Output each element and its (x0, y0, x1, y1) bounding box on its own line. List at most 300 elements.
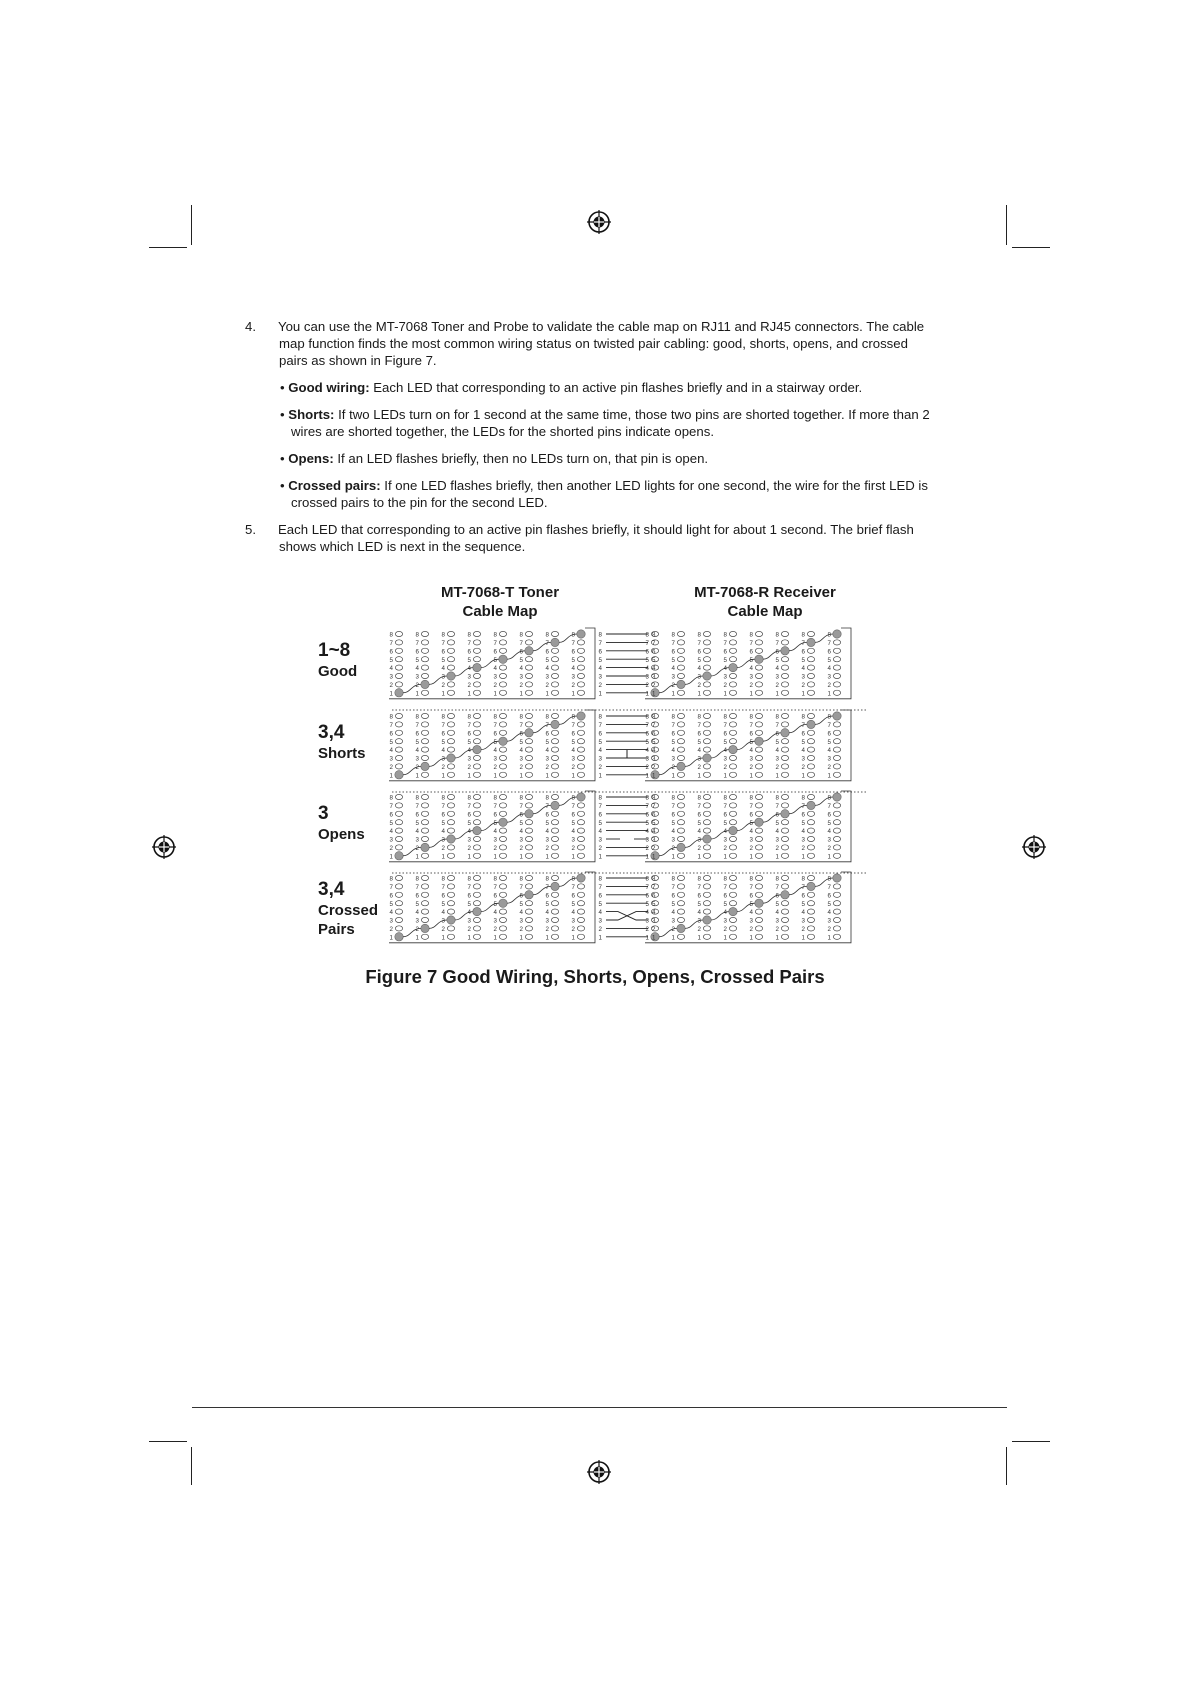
toner-grid-pin-label: 7 (415, 803, 419, 810)
toner-grid-pin-label: 2 (571, 926, 575, 933)
receiver-grid-pin-label: 3 (775, 836, 779, 844)
toner-grid-pin-label: 1 (441, 772, 445, 780)
toner-grid-led (421, 747, 428, 752)
receiver-grid-pin-label: 3 (827, 673, 831, 681)
row-label-text-2: Pairs (318, 921, 355, 938)
toner-grid-pin-label: 7 (467, 884, 471, 891)
receiver-grid-pin-label: 4 (801, 665, 805, 673)
receiver-grid-pin-label: 6 (671, 811, 675, 819)
toner-grid-led (473, 820, 480, 825)
receiver-grid-pin-label: 2 (827, 926, 831, 933)
toner-grid-led (577, 820, 584, 825)
receiver-grid-led (729, 934, 736, 939)
toner-grid-led (447, 828, 454, 833)
toner-grid-led (473, 875, 480, 880)
toner-grid-pin-label: 1 (571, 690, 575, 698)
toner-grid-lit-led (473, 907, 481, 915)
toner-grid-led (499, 648, 506, 653)
toner-grid-led (473, 811, 480, 816)
receiver-grid-pin-label: 4 (671, 665, 675, 673)
toner-grid-pin-label: 1 (441, 934, 445, 942)
toner-grid-led (577, 917, 584, 922)
toner-grid-pin-label: 8 (415, 631, 419, 639)
receiver-grid-pin-label: 2 (697, 845, 701, 852)
receiver-grid-pin-label: 5 (697, 738, 701, 746)
toner-grid-led (525, 934, 532, 939)
toner-grid-pin-label: 8 (467, 713, 471, 721)
receiver-grid-lit-led (807, 638, 815, 646)
receiver-grid-pin-label: 8 (775, 713, 779, 721)
toner-grid-pin-label: 1 (389, 853, 393, 861)
receiver-grid-led (755, 730, 762, 735)
toner-grid-pin-label: 6 (389, 811, 393, 819)
toner-grid-led (395, 892, 402, 897)
receiver-grid-pin-label: 8 (645, 631, 649, 639)
receiver-grid-led (729, 722, 736, 727)
receiver-grid-lit-led (781, 810, 789, 818)
wire-pin-label-left: 3 (598, 755, 602, 763)
toner-grid-led (421, 713, 428, 718)
toner-grid-lit-led (577, 712, 585, 720)
receiver-grid-pin-label: 2 (775, 845, 779, 852)
receiver-grid-pin-label: 7 (697, 640, 701, 647)
toner-grid-led (525, 772, 532, 777)
toner-header-line2: Cable Map (462, 603, 538, 620)
receiver-grid-led (833, 755, 840, 760)
toner-grid-pin-label: 8 (571, 794, 575, 802)
receiver-grid-pin-label: 3 (775, 755, 779, 763)
toner-grid-pin-label: 5 (389, 819, 393, 827)
toner-grid-led (551, 673, 558, 678)
toner-grid-led (525, 875, 532, 880)
toner-grid-pin-label: 2 (441, 845, 445, 852)
receiver-grid-led (781, 909, 788, 914)
toner-grid-pin-label: 1 (467, 690, 471, 698)
toner-grid-pin-label: 6 (545, 811, 549, 819)
wire-pin-label-right: 4 (652, 747, 656, 755)
receiver-grid-pin-label: 8 (645, 713, 649, 721)
receiver-grid-led (755, 713, 762, 718)
receiver-grid-pin-label: 3 (671, 917, 675, 925)
toner-grid-led (551, 682, 558, 687)
receiver-grid-pin-label: 7 (645, 803, 649, 810)
toner-grid-pin-label: 2 (467, 682, 471, 689)
wire-pin-label-left: 3 (598, 673, 602, 681)
toner-grid-pin-label: 8 (389, 631, 393, 639)
receiver-grid-led (781, 682, 788, 687)
toner-grid-led (395, 665, 402, 670)
toner-grid-led (421, 811, 428, 816)
receiver-grid-led (807, 764, 814, 769)
receiver-grid-led (833, 665, 840, 670)
toner-grid-pin-label: 7 (519, 884, 523, 891)
row-label-text: Good (318, 663, 358, 680)
toner-grid-pin-label: 6 (571, 730, 575, 738)
toner-grid-led (421, 640, 428, 645)
receiver-grid-pin-label: 1 (697, 690, 701, 698)
receiver-grid-pin-label: 3 (775, 673, 779, 681)
receiver-grid-led (703, 811, 710, 816)
toner-grid-led (525, 820, 532, 825)
toner-grid-lit-led (525, 891, 533, 899)
toner-grid-lit-led (421, 680, 429, 688)
toner-grid-pin-label: 3 (493, 836, 497, 844)
toner-grid-lit-led (447, 754, 455, 762)
toner-grid-led (499, 631, 506, 636)
receiver-grid-pin-label: 8 (671, 713, 675, 721)
receiver-grid-pin-label: 5 (723, 738, 727, 746)
receiver-grid-pin-label: 7 (801, 803, 805, 810)
receiver-grid-pin-label: 3 (723, 917, 727, 925)
receiver-grid-pin-label: 4 (697, 828, 701, 836)
receiver-grid-pin-label: 8 (723, 713, 727, 721)
toner-grid-led (499, 755, 506, 760)
toner-grid-pin-label: 6 (415, 648, 419, 656)
toner-grid-pin-label: 5 (545, 900, 549, 908)
receiver-grid-led (781, 739, 788, 744)
receiver-grid-led (729, 713, 736, 718)
receiver-grid-led (833, 917, 840, 922)
wire-pin-label-right: 7 (652, 640, 656, 647)
receiver-grid-led (729, 690, 736, 695)
toner-grid-led (525, 747, 532, 752)
receiver-grid-led (781, 803, 788, 808)
toner-grid-pin-label: 2 (389, 682, 393, 689)
toner-grid-pin-label: 8 (545, 794, 549, 802)
receiver-grid-pin-label: 7 (697, 803, 701, 810)
receiver-grid-pin-label: 7 (827, 640, 831, 647)
toner-grid-pin-label: 1 (493, 853, 497, 861)
toner-grid-lit-led (525, 729, 533, 737)
receiver-grid-led (703, 631, 710, 636)
toner-grid-led (421, 794, 428, 799)
toner-grid-led (473, 631, 480, 636)
receiver-grid-led (703, 665, 710, 670)
receiver-grid-pin-label: 4 (827, 828, 831, 836)
toner-grid-led (473, 926, 480, 931)
toner-grid-pin-label: 6 (441, 730, 445, 738)
wire-pin-label-right: 4 (652, 909, 656, 917)
receiver-grid-pin-label: 4 (723, 909, 727, 917)
toner-grid-led (499, 853, 506, 858)
toner-grid-led (447, 722, 454, 727)
receiver-grid-led (755, 892, 762, 897)
receiver-grid-led (781, 836, 788, 841)
toner-grid-led (577, 909, 584, 914)
receiver-grid-pin-label: 5 (723, 900, 727, 908)
toner-grid-pin-label: 2 (467, 926, 471, 933)
toner-grid-pin-label: 4 (467, 665, 471, 673)
receiver-header-line1: MT-7068-R Receiver (694, 584, 836, 601)
toner-grid-pin-label: 8 (545, 875, 549, 883)
wire-pin-label-left: 5 (598, 738, 602, 746)
toner-grid-pin-label: 8 (519, 713, 523, 721)
toner-grid-pin-label: 2 (519, 764, 523, 771)
receiver-grid-led (755, 875, 762, 880)
receiver-grid-pin-label: 5 (801, 900, 805, 908)
toner-grid-pin-label: 7 (389, 884, 393, 891)
toner-grid-lit-led (395, 689, 403, 697)
receiver-grid-pin-label: 4 (775, 665, 779, 673)
receiver-grid-led (781, 828, 788, 833)
receiver-grid-lit-led (729, 826, 737, 834)
toner-grid-led (395, 803, 402, 808)
toner-grid-led (447, 739, 454, 744)
receiver-grid-led (677, 853, 684, 858)
receiver-grid-led (755, 755, 762, 760)
toner-grid-led (551, 739, 558, 744)
toner-grid-led (525, 853, 532, 858)
toner-grid-led (447, 884, 454, 889)
receiver-grid-pin-label: 5 (775, 819, 779, 827)
toner-grid-led (395, 926, 402, 931)
receiver-grid-pin-label: 3 (801, 755, 805, 763)
receiver-grid-led (807, 747, 814, 752)
toner-grid-pin-label: 1 (545, 690, 549, 698)
receiver-grid-led (833, 934, 840, 939)
toner-grid-pin-label: 3 (415, 917, 419, 925)
receiver-grid-led (703, 794, 710, 799)
toner-grid-pin-label: 2 (415, 764, 419, 771)
receiver-grid-led (807, 828, 814, 833)
toner-grid-pin-label: 5 (467, 656, 471, 664)
toner-grid-pin-label: 5 (545, 738, 549, 746)
receiver-grid-lit-led (807, 801, 815, 809)
toner-grid-pin-label: 5 (519, 656, 523, 664)
toner-grid-led (499, 730, 506, 735)
toner-grid-led (551, 811, 558, 816)
toner-grid-pin-label: 8 (571, 631, 575, 639)
toner-grid-pin-label: 8 (389, 794, 393, 802)
toner-grid-led (525, 794, 532, 799)
receiver-grid-pin-label: 1 (775, 772, 779, 780)
receiver-grid-lit-led (729, 745, 737, 753)
toner-grid-pin-label: 4 (545, 828, 549, 836)
toner-grid-pin-label: 6 (493, 648, 497, 656)
receiver-grid-pin-label: 1 (775, 934, 779, 942)
receiver-grid-led (729, 772, 736, 777)
toner-grid-led (499, 673, 506, 678)
wire-pin-label-right: 6 (652, 892, 656, 900)
toner-grid-pin-label: 1 (415, 934, 419, 942)
toner-grid-led (395, 794, 402, 799)
toner-grid-pin-label: 3 (571, 836, 575, 844)
receiver-grid-pin-label: 6 (723, 648, 727, 656)
toner-grid-led (577, 648, 584, 653)
receiver-grid-led (833, 811, 840, 816)
toner-grid-pin-label: 1 (415, 853, 419, 861)
receiver-grid-pin-label: 6 (801, 892, 805, 900)
receiver-grid-led (781, 747, 788, 752)
receiver-grid-pin-label: 5 (697, 819, 701, 827)
wire-pin-label-left: 3 (598, 836, 602, 844)
toner-grid-led (421, 820, 428, 825)
wire-pin-label-right: 3 (652, 917, 656, 925)
receiver-grid-pin-label: 2 (827, 682, 831, 689)
receiver-grid-pin-label: 1 (749, 772, 753, 780)
receiver-grid-lit-led (755, 655, 763, 663)
toner-grid-led (577, 836, 584, 841)
receiver-grid-pin-label: 8 (645, 875, 649, 883)
toner-grid-pin-label: 1 (467, 853, 471, 861)
toner-grid-pin-label: 4 (389, 909, 393, 917)
toner-grid-led (499, 934, 506, 939)
toner-grid-led (421, 836, 428, 841)
toner-grid-led (577, 747, 584, 752)
receiver-grid-led (677, 665, 684, 670)
toner-grid-led (525, 682, 532, 687)
toner-grid-pin-label: 6 (389, 648, 393, 656)
toner-grid-frame (389, 628, 595, 699)
receiver-grid-pin-label: 2 (645, 682, 649, 689)
toner-grid-pin-label: 5 (493, 656, 497, 664)
receiver-grid-lit-led (729, 663, 737, 671)
receiver-grid-pin-label: 3 (645, 673, 649, 681)
toner-grid-pin-label: 5 (415, 900, 419, 908)
receiver-grid-pin-label: 5 (671, 656, 675, 664)
receiver-grid-lit-led (729, 907, 737, 915)
toner-grid-lit-led (499, 818, 507, 826)
receiver-grid-led (729, 845, 736, 850)
receiver-grid-led (807, 875, 814, 880)
receiver-grid-pin-label: 7 (723, 803, 727, 810)
toner-grid-pin-label: 2 (571, 764, 575, 771)
toner-grid-pin-label: 7 (415, 884, 419, 891)
toner-grid-led (421, 665, 428, 670)
receiver-grid-pin-label: 7 (749, 722, 753, 729)
toner-grid-led (551, 665, 558, 670)
toner-grid-pin-label: 7 (493, 884, 497, 891)
receiver-grid-led (729, 875, 736, 880)
receiver-grid-pin-label: 3 (697, 836, 701, 844)
receiver-grid-led (729, 794, 736, 799)
toner-grid-led (395, 722, 402, 727)
receiver-grid-pin-label: 3 (827, 836, 831, 844)
receiver-grid-pin-label: 5 (749, 656, 753, 664)
toner-grid-pin-label: 5 (545, 819, 549, 827)
toner-grid-pin-label: 3 (389, 673, 393, 681)
receiver-grid-pin-label: 1 (827, 934, 831, 942)
receiver-grid-pin-label: 1 (645, 934, 649, 942)
toner-grid-pin-label: 2 (467, 845, 471, 852)
toner-grid-led (421, 772, 428, 777)
wire-pin-label-right: 2 (652, 764, 656, 771)
receiver-grid-pin-label: 5 (801, 656, 805, 664)
toner-grid-led (525, 713, 532, 718)
receiver-grid-pin-label: 1 (645, 690, 649, 698)
toner-grid-pin-label: 6 (493, 730, 497, 738)
toner-grid-lit-led (499, 655, 507, 663)
toner-grid-pin-label: 4 (571, 909, 575, 917)
receiver-grid-led (677, 828, 684, 833)
toner-grid-pin-label: 4 (441, 747, 445, 755)
toner-grid-led (551, 926, 558, 931)
toner-grid-pin-label: 6 (415, 811, 419, 819)
toner-grid-led (447, 648, 454, 653)
toner-grid-pin-label: 7 (493, 722, 497, 729)
toner-grid-pin-label: 5 (389, 900, 393, 908)
toner-grid-led (551, 820, 558, 825)
toner-grid-led (525, 722, 532, 727)
toner-grid-pin-label: 2 (467, 764, 471, 771)
receiver-grid-pin-label: 6 (697, 648, 701, 656)
wire-pin-label-left: 1 (598, 690, 602, 698)
toner-grid-led (551, 794, 558, 799)
receiver-grid-led (807, 713, 814, 718)
toner-grid-pin-label: 6 (467, 648, 471, 656)
toner-grid-led (577, 722, 584, 727)
receiver-grid-led (781, 631, 788, 636)
toner-grid-lit-led (421, 762, 429, 770)
receiver-grid-led (703, 682, 710, 687)
wire-pin-label-right: 1 (652, 934, 656, 942)
wire-pin-label-right: 5 (652, 900, 656, 908)
receiver-grid-led (755, 828, 762, 833)
receiver-grid-led (781, 820, 788, 825)
toner-grid-led (447, 934, 454, 939)
receiver-grid-pin-label: 3 (645, 917, 649, 925)
receiver-grid-led (833, 853, 840, 858)
toner-grid-frame (389, 791, 595, 862)
toner-grid-led (395, 682, 402, 687)
toner-grid-pin-label: 7 (545, 722, 549, 729)
toner-grid-pin-label: 3 (389, 917, 393, 925)
toner-grid-pin-label: 4 (545, 747, 549, 755)
wire-pin-label-left: 5 (598, 656, 602, 664)
toner-grid-lit-led (551, 638, 559, 646)
receiver-grid-pin-label: 4 (827, 909, 831, 917)
toner-grid-led (395, 648, 402, 653)
toner-grid-pin-label: 8 (519, 631, 523, 639)
receiver-grid-led (833, 640, 840, 645)
receiver-grid-led (677, 673, 684, 678)
receiver-grid-led (677, 884, 684, 889)
wire-pin-label-left: 7 (598, 884, 602, 891)
receiver-grid-led (677, 640, 684, 645)
toner-grid-led (499, 640, 506, 645)
toner-grid-led (421, 884, 428, 889)
toner-grid-led (499, 803, 506, 808)
receiver-grid-pin-label: 5 (827, 819, 831, 827)
receiver-grid-pin-label: 1 (749, 853, 753, 861)
receiver-grid-led (755, 884, 762, 889)
toner-grid-pin-label: 6 (415, 892, 419, 900)
row-label-value: 3 (318, 803, 329, 824)
receiver-grid-led (729, 853, 736, 858)
toner-grid-pin-label: 2 (545, 682, 549, 689)
toner-grid-led (421, 803, 428, 808)
receiver-grid-pin-label: 6 (723, 892, 727, 900)
wire-pin-label-left: 8 (598, 631, 602, 639)
receiver-grid-pin-label: 7 (671, 803, 675, 810)
toner-grid-pin-label: 8 (389, 875, 393, 883)
receiver-grid-led (833, 828, 840, 833)
receiver-grid-pin-label: 2 (775, 926, 779, 933)
toner-grid-led (525, 690, 532, 695)
receiver-grid-pin-label: 6 (775, 730, 779, 738)
toner-grid-pin-label: 8 (493, 875, 497, 883)
receiver-grid-pin-label: 1 (723, 853, 727, 861)
receiver-grid-lit-led (755, 737, 763, 745)
receiver-grid-pin-label: 1 (671, 772, 675, 780)
wire-pin-label-right: 3 (652, 755, 656, 763)
receiver-grid-pin-label: 4 (827, 747, 831, 755)
toner-grid-pin-label: 2 (389, 845, 393, 852)
receiver-grid-pin-label: 4 (697, 909, 701, 917)
toner-grid-pin-label: 4 (415, 828, 419, 836)
receiver-grid-pin-label: 8 (697, 875, 701, 883)
toner-grid-pin-label: 7 (441, 722, 445, 729)
